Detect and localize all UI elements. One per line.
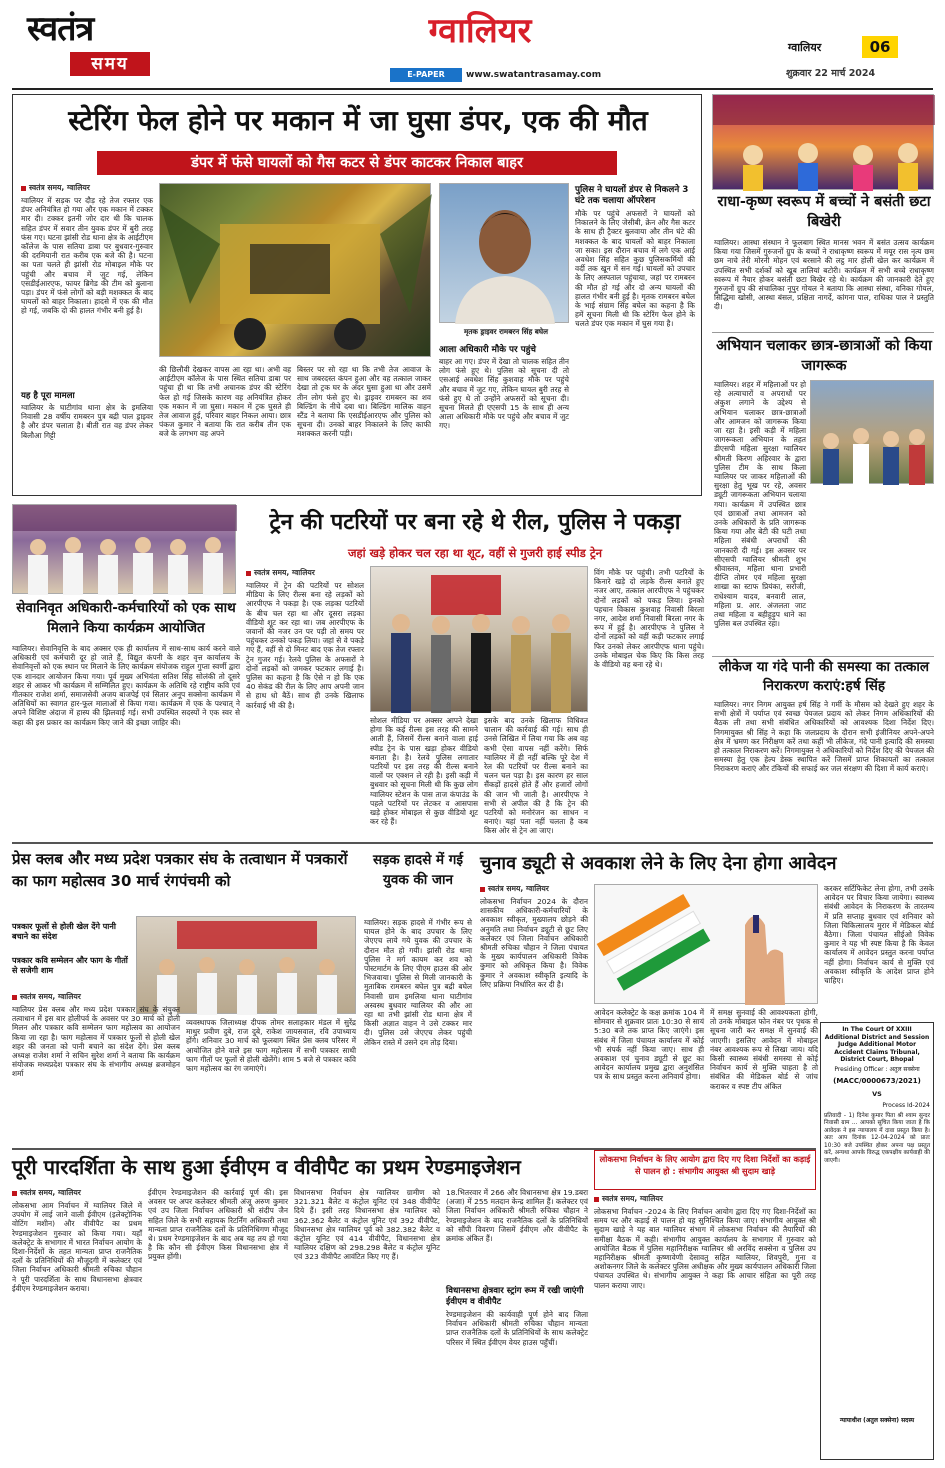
notice-case: (MACC/0000673/2021) xyxy=(833,1076,921,1085)
press-kicker-1: पत्रकार फूलों से होली खेल देंगे पानी बचाने का संदेश xyxy=(12,922,116,941)
abhiyan-body-narrow: ग्वालियर। शहर में महिलाओं पर हो रहे अत्याचारों व अपराधों पर अंकुश लगाने के उद्देश्य से अभियान चलाकर छात्र-छात्राओं और आमजन को जागरूक किया जा रहा है। इसी कड़ी में महिला जागरूकता अभियान के तहत डीएसपी महिला सुरक्षा ग्वालियर श्रीमती किरण अहिरवार के द्वारा पुलिस टीम के साथ किला ग्वालियर पर जाकर महिलाओं की सुरक्षा हेतु भूख पर रहे, अवसर ड्यूटी जागरूकता अभियान चलाया गया। कार्यक्रम में उपस्थित छात्र एवं छात्राओं तथा आमजन को उनके अधिकारों के प्रति जागरूक किया गया और बेटी की घटी तथा महिला संबंधी अपराधों की जानकारी दी गई। इस अवसर पर सीएसपी ग्वालियर श्रीमती शुभ श्रीवास्तव, महिला थाना प्रभारी दीप्ति तोमर एवं महिला सुरक्षा शाखा का स्टाफ प्रियंका, सरोजी, राधेश्याम यादव, बनवारी लाल, महिला प्र. आर. अंजलता जाट तथा महिला व बहीहुड़ुप थाने का पुलिस बल उपस्थित रहा। xyxy=(714,380,806,629)
accident-headline: सड़क हादसे में गई युवक की जान xyxy=(372,852,464,888)
press-body-col2: व्यवस्थापक जिलाध्यक्ष दीपक तोमर सलाहकार मंडल में सुरेंद्र माथुर प्रवीण दुबे, राज दुबे, राकेश जायसवाल, रवि उपाध्याय होंगे। शनिवार 30 मार्च को फूलबाग स्थित प्रेस क्लब परिसर में आयोजित होने वाले इस फाग महोत्सव में सभी पत्रकार साथी फाग गीतों पर फूलों से होली खेलेंगे। शाम 5 बजे से पत्रकार कवि फाग महोत्सव का रंग जमाएंगे। xyxy=(186,1018,356,1074)
evm-byline: स्वतंत्र समय, ग्वालियर xyxy=(12,1188,142,1198)
evm-body-col2: ईवीएम रेण्डमाइजेशन की कार्रवाई पूर्ण की। इस अवसर पर अपर कलेक्टर श्रीमती अंजू अरुण कुमार एवं उप जिला निर्वाचन अधिकारी श्री संदीप जैन सहित जिले के सभी सहायक रिटर्निंग अधिकारी तथा मान्यता प्राप्त राजनैतिक दलों के प्रतिनिधिगण मौजूद थे। प्रथम रेण्डमाइजेशन के बाद अब यह तय हो गया है कि कौन सी ईवीएम किस विधानसभा क्षेत्र में प्रयुक्त होंगी। xyxy=(148,1188,288,1262)
train-byline: स्वतंत्र समय, ग्वालियर xyxy=(246,568,364,578)
evm-col4-subhead: विधानसभा क्षेत्रवार स्ट्रांग रूम में रखी जाएंगी ईवीएम व वीवीपैट xyxy=(446,1286,584,1307)
notice-sign: न्यायाधीश (अतुल सक्सेना) सदस्य xyxy=(839,1416,915,1424)
train-body-col1: ग्वालियर में ट्रेन की पटरियों पर सोशल मीडिया के लिए रील्स बना रहे लड़कों को आरपीएफ ने पकड़ा है। एक लड़का पटरियों के बीच चल रहा था और दूसरा लड़का वीडियो शूट कर रहा था। जब आरपीएफ के जवानों की नजर उन पर पड़ी तो समय पर पहुंचकर उनको पकड़ लिया। जहां से वे पकड़े गए हैं, वहीं से दो मिनट बाद एक तेज रफ्तार ट्रेन गुजर गई। रेलवे पुलिस के अफसरों ने दोनों लड़कों को जमकर फटकार लगाई है। पुलिस का कहना है कि ऐसे न हो कि एक 40 सेकंड की रील के लिए आप अपनी जान से हाथ धो बैठें। साथ ही उनके खिलाफ कार्रवाई भी की है। xyxy=(246,581,364,710)
page-city: ग्वालियर xyxy=(788,41,822,54)
evm-body-col4b: रेण्डमाइजेशन की कार्यवाही पूर्ण होने बाद जिला निर्वाचन अधिकारी श्रीमती रुचिका चौहान मान्यता प्राप्त राजनैतिक दलों के प्रतिनिधियों के साथ कलेक्ट्रेट परिसर में स्थित ईवीएम वेयर हाउस पहुँचीं। xyxy=(446,1310,588,1347)
train-body-col3: इसके बाद उनके खिलाफ विधिवत चालान की कार्रवाई की गई। साथ ही उनसे लिखित में लिया गया कि अब वह कभी ऐसा वापस नहीं करेंगे। सिर्फ ग्वालियर में ही नहीं बल्कि पूरे देश में रेल की पटरियों पर रील्स बनाने का चलन चल पड़ा है। इस कारण हर साल सैंकड़ों हादसे होते हैं और हजारों लोगों की जान भी जाती है। आरपीएफ ने सभी से अपील की है कि ट्रेन की पटरियों को मनोरंजन का साधन न बनाएं। यहां पता नहीं चलता है कब किस ओर से ट्रेन आ जाए। xyxy=(484,716,588,836)
train-body-col2: सोशल मीडिया पर अक्सर आपने देखा होगा कि कई रील्स इस तरह की सामने आती हैं, जिसमें रील्स बनाने वाला हाई स्पीड ट्रेन के पास खड़ा होकर वीडियो बनाता है। है। रेलवे पुलिस लगातार पटरियों पर इस तरह की रील्स बनाने वालों पर एक्शन ले रही है। इसी कड़ी में बुधवार को सूचना मिली थी कि कुछ लोग ग्वालियर स्टेशन के पास ताज कंपाउंड के पहले पटरियों पर लेटकर व आसपास खड़े होकर मोबाइल से कुछ वीडियो शूट कर रहे हैं। xyxy=(370,716,478,827)
students-crowd-icon xyxy=(811,381,935,485)
stage-dancers-icon xyxy=(713,95,935,191)
abhiyan-photo xyxy=(810,380,934,484)
lead-body-col1b: ग्वालियर के घाटीगांव थाना क्षेत्र के इमलिया निवासी 28 वर्षीय रामबरन पुत्र बद्री पाल ड्राइवर है और डंपर चलाता है। बीती रात वह डंपर लेकर बिलौआ गिट्टी xyxy=(21,403,153,440)
lead-subhead: डंपर में फंसे घायलों को गैस कटर से डंपर काटकर निकाल बाहर xyxy=(97,151,617,175)
press-body-col1: ग्वालियर प्रेस क्लब और मध्य प्रदेश पत्रकार संघ के संयुक्त तत्वाधान में इस बार होलीपर्व के अवसर पर 30 मार्च को होली मिलन और पत्रकार कवि सम्मेलन फाग महोत्सव का आयोजन किया जा रहा है। फाग महोत्सव में पत्रकार फूलों से होली खेल शहर की जनता को पानी बचाने का संदेश देंगे। प्रेस क्लब अध्यक्ष राजेश शर्मा ने सचिन सुरेश शर्मा ने बताया कि कार्यक्रम संयोजक मध्यप्रदेश पत्रकार संघ के संभागीय अध्यक्ष ब्रजमोहन शर्मा xyxy=(12,1005,180,1079)
lead-col4-subhead: आला अधिकारी मौके पर पहुंचे xyxy=(439,345,536,355)
evm-body-col3: विधानसभा निर्वाचन क्षेत्र ग्वालियर ग्रामीण को 321.321 बैलेट व कंट्रोल यूनिट एवं 348 वीवीपैट दिये हैं। इसी तरह विधानसभा क्षेत्र ग्वालियर को 362.362 बैलेट व कंट्रोल यूनिट एवं 392 वीवीपैट, विधानसभा क्षेत्र ग्वालियर पूर्व को 382.382 बैलेट व कंट्रोल यूनिट एवं 414 वीवीपैट, विधानसभा क्षेत्र ग्वालियर दक्षिण को 298.298 बैलेट व कंट्रोल यूनिट एवं 323 वीवीपैट आवंटित किए गए हैं। xyxy=(294,1188,440,1262)
election-headline: चुनाव ड्यूटी से अवकाश लेने के लिए देना होगा आवेदन xyxy=(480,853,837,874)
indelible-ink-finger-icon xyxy=(595,885,819,1005)
lead-byline: स्वतंत्र समय, ग्वालियर xyxy=(21,183,153,193)
train-subhead: जहां खड़े होकर चल रहा था शूट, वहीं से गुजरी हाई स्पीड ट्रेन xyxy=(347,546,603,560)
election-body-col1: लोकसभा निर्वाचन 2024 के दौरान शासकीय अधिकारी-कर्मचारियों के अवकाश स्वीकृत, मुख्यालय छोड़ने की अनुमति तथा निर्वाचन ड्यूटी से छूट लिए कलेक्टर एवं जिला निर्वाचन अधिकारी श्रीमती रुचिका चौहान ने जिला पंचायत के मुख्य कार्यपालन अधिकारी विवेक कुमार को अधिकृत किया है। विवेक कुमार ने अवकाश स्वीकृति इत्यादि के लिए प्रक्रिया निर्धारित कर दी है। xyxy=(480,897,588,989)
edition-city: ग्वालियर xyxy=(428,11,532,51)
train-headline: ट्रेन की पटरियों पर बना रहे थे रील, पुलिस ने पकड़ा xyxy=(269,510,681,535)
sudam-byline: स्वतंत्र समय, ग्वालियर xyxy=(594,1194,816,1204)
lead-sidebar-body: मौके पर पहुंचे अफसरों ने घायलों को निकालने के लिए जेसीबी, क्रेन और गैस कटर के साथ ही ट्रैक्टर बुलवाया और तीन घंटे की मशक्कत के बाद घायलों को बाहर निकाला जा सका। इस दौरान बचाव में लगे एक आई अवधेश सिंह सहित कुछ पुलिसकर्मियों की वर्दी तक खून में सन गई। घायलों को उपचार के लिए अस्पताल पहुंचाया, जहां पर रामबरन की मौत हो गई और दो अन्य घायलों की हालत गंभीर बनी हुई है। मृतक रामबरन बघेल के भाई संग्राम सिंह बघेल का कहना है कि हमें सूचना मिली थी कि स्टेरिंग फेल होने के चलते डंपर एक मकान में घुस गया है। xyxy=(575,209,695,329)
radha-headline: राधा-कृष्ण स्वरूप में बच्चों ने बसंती छटा बिखेरी xyxy=(717,194,931,230)
notice-process: Process Id-2024 xyxy=(882,1101,930,1109)
radha-krishna-photo xyxy=(712,94,934,190)
lead-story xyxy=(12,94,702,496)
sudam-headline-band xyxy=(594,1150,816,1190)
lokesh-body: ग्वालियर। नगर निगम आयुक्त हर्ष सिंह ने गर्मी के मौसम को देखते हुए शहर के सभी क्षेत्रों में पर्याप्त एवं स्वच्छ पेयजल प्रदाय को लेकर निगम अधिकारियों की बैठक ली तथा सभी संबंधित अधिकारियों को आवश्यक दिशा निर्देश दिए। निगमायुक्त श्री सिंह ने कहा कि जलप्रदाय के दौरान सभी इंजीनियर अपने-अपने क्षेत्र में भ्रमण कर निरीक्षण करें तथा कहीं भी लीकेज, गंदे पानी इत्यादि की समस्या हो तत्काल निराकरण करें। निगमायुक्त ने अधिकारियों को निर्देश दिए की पेयजल की समस्या हेतु एक हेल्प डेस्क स्थापित करें जिसमें प्राप्त शिकायतों का तत्काल निराकरण कराएं और टंकियों की सफाई कर जल संरक्षण की दिशा में कार्य कराएं। xyxy=(714,700,934,774)
evm-body-col1: लोकसभा आम निर्वाचन में ग्वालियर जिले में उपयोग में लाई जाने वाली ईवीएम (इलेक्ट्रोनिक वोटिंग मशीन) और वीवीपैट का प्रथम रेण्डमाइजेशन गुरुवार को किया गया। यहाँ कलेक्ट्रेट के सभागार में भारत निर्वाचन आयोग के दिशा-निर्देशों के तहत मान्यता प्राप्त राजनैतिक दलों के प्रतिनिधियों की मौजूदगी में कलेक्टर एवं जिला निर्वाचन अधिकारी श्रीमती रुचिका चौहान ने पूरी पारदर्शिता के साथ विधानसभा क्षेत्रवार ईवीएम रेण्डमाइजेशन कराया। xyxy=(12,1201,142,1293)
group-people-icon xyxy=(13,505,237,595)
epaper-badge: E-PAPER xyxy=(390,68,462,82)
press-headline: प्रेस क्लब और मध्य प्रदेश पत्रकार संघ के तत्वाधान में पत्रकारों का फाग महोत्सव 30 मार्च रंगपंचमी को xyxy=(12,850,348,890)
seva-headline: सेवानिवृत अधिकारी-कर्मचारियों को एक साथ मिलाने किया कार्यक्रम आयोजित xyxy=(16,600,236,636)
evm-headline: पूरी पारदर्शिता के साथ हुआ ईवीएम व वीवीपैट का प्रथम रेण्डमाइजेशन xyxy=(12,1155,521,1179)
lead-sidebar-head: पुलिस ने घायलों डंपर से निकलने 3 घंटे तक चलाया ऑपरेशन xyxy=(575,185,689,206)
dumper-illustration-icon xyxy=(160,184,432,358)
lead-body-col4: बाहर आ गए। डंपर में देखा तो चालक सहित तीन लोग फंसे हुए थे। पुलिस को सूचना दी तो एसआई अवधेश सिंह कुशवाह मौके पर पहुंचे और बचाव में जुट गए, लेकिन घायल बुरी तरह से फंसे हुए थे तो उन्होंने अफसरों को सूचना दी। सूचना मिलते ही एएसपी 15 के साथ ही अन्य आला अधिकारी मौके पर पहुंचे और बचाव में जुट गए। xyxy=(439,357,569,431)
page-number: 06 xyxy=(862,36,898,58)
lead-col1-subhead: यह है पूरा मामला xyxy=(21,391,75,401)
police-group-icon xyxy=(371,567,589,713)
retirement-event-photo xyxy=(12,504,236,594)
election-body-col2: आवेदन कलेक्ट्रेट के कक्ष क्रमांक 104 में सोमवार से शुक्रवार प्रातः 10:30 से सायं 5:30 बजे तक प्राप्त किए जाएंगे। इस संबंध में जिला पंचायत कार्यालय में कोई भी संपर्क नहीं किया जाए। साथ ही अवकाश एवं चुनाव ड्यूटी से छूट का आवेदन कार्यालय प्रमुख द्वारा अनुशंसित पत्र के साथ प्रस्तुत करना अनिवार्य होगा। xyxy=(594,1008,704,1082)
court-notice xyxy=(820,1022,934,1460)
victim-portrait-photo xyxy=(439,183,569,323)
election-body-col4: करकर सर्टिफिकेट लेना होगा, तभी उसके आवेदन पर विचार किया जायेगा। स्वास्थ्य संबंधी आवेदन के निराकरण के तारतम्य में प्रति सप्ताह बुधवार एवं शनिवार को जिला चिकित्सालय मुरार में मेडिकल बोर्ड बैठेगा। जिला पंचायत सीईओ विवेक कुमार ने यह भी स्पष्ट किया है कि केवल कार्यालय में आवेदन प्रस्तुत करना पर्याप्त नहीं होगा। निर्वाचन कार्य से मुक्ति एवं अवकाश स्वीकृति के आदेश प्राप्त होने चाहिए। xyxy=(824,884,934,986)
election-byline: स्वतंत्र समय, ग्वालियर xyxy=(480,884,588,894)
lead-body-col1: ग्वालियर में सड़क पर दौड़ रहे तेज रफ्तार एक डंपर अनियंत्रित हो गया और एक मकान में टक्कर मार दी। टक्कर इतनी जोर दार थी कि चालक सहित डंपर में सवार तीन युवक डंपर में बुरी तरह फंस गए। घटना झांसी रोड थाना क्षेत्र के आईटीएम कॉलेज के पास सतिया डाबा पर बुधवार-गुरुवार की दरमियानी रात करीब एक बजे की है। घटना का पता चलते ही झांसी रोड मोबाइल मौके पर पहुंची और बचाव में जुट गई, लेकिन एसडीईआरएफ, फायर ब्रिगेड की टीम को बुलाना पड़ा। डंपर में फंसे लोगों को बड़ी मशक्कत के बाद घायलों को बाहर निकाला। हादसे में एक की मौत हो गई, जबकि दो की हालत गंभीर बनी हुई है। xyxy=(21,196,153,316)
person-silhouette-icon xyxy=(440,184,570,324)
newspaper-logo: स्वतंत्र xyxy=(27,9,94,49)
train-body-col4: विंग मौके पर पहुंची। तभी पटरियों के किनारे खड़े दो लड़के रील्स बनाते हुए नजर आए, तत्काल आरपीएफ ने पहुंचकर दोनों लड़कों को पकड़ लिया। इनको पहचान विकास कुशवाह निवासी बिरला नगर, आदेश शर्मा निवासी बिरला नगर के रूप में हुई है। आरपीएफ ने पुलिस ने दोनों लड़कों को वहीं कड़ी फटकार लगाई फिर उनको लेकर आरपीएफ थाना पहुंचे। उनके मोबाइल चेक किए कि किस तरह के वीडियो वह बना रहे थे। xyxy=(594,568,704,670)
abhiyan-headline: अभियान चलाकर छात्र-छात्राओं को किया जागरूक xyxy=(716,338,932,374)
website-link[interactable]: www.swatantrasamay.com xyxy=(466,70,602,80)
notice-vs: VS xyxy=(872,1089,882,1098)
press-kicker-2: पत्रकार कवि सम्मेलन और फाग के गीतों से सजेगी शाम xyxy=(12,956,128,975)
election-commission-graphic xyxy=(594,884,818,1004)
victim-photo-caption: मृतक ड्राइवर रामबरन सिंह बघेल xyxy=(464,327,548,336)
notice-presiding: Presiding Officer : अतुल सक्सेना xyxy=(834,1065,920,1073)
press-byline: स्वतंत्र समय, ग्वालियर xyxy=(12,992,180,1002)
notice-body: प्रतिवादी - 1) दिनेश कुमार पिता श्री श्याम सुन्दर निवासी ग्राम ... आपको सूचित किया जाता है कि आवेदक ने इस न्यायालय में दावा प्रस्तुत किया है। अतः आप दिनांक 12-04-2024 को प्रातः 10:30 बजे उपस्थित होकर अपना पक्ष प्रस्तुत करें, अन्यथा आपके विरुद्ध एकपक्षीय कार्यवाही की जाएगी। xyxy=(824,1112,930,1165)
seva-body: ग्वालियर। सेवानिवृत्ति के बाद अक्सर एक ही कार्यालय में साथ-साथ कार्य करने वाले अधिकारी एवं कर्मचारी दूर हो जाते हैं, विद्युत कंपनी के शहर वृत्त कार्यालय के सेवानिवृत्तों को एक स्थान पर मिलाने के लिए कार्यक्रम संयोजक राहुल गुप्ता स्वर्णी द्वारा एक शानदार आयोजन किया गया। पूर्व मुख्य अभियंता सतिश सिंह सोलंकी तो दूसरे शहर से आकर भी कार्यक्रम में सम्मिलित हुए। कार्यक्रम के अतिथि रहे राष्ट्रीय कवि एवं गीतकार राजेश शर्मा, समाजसेवी अजय बाजपेई एवं सितार अनूप सक्सेना कार्यक्रम में अतिथियों का स्वागत हार-फूल मालाओं से किया गया। कार्यक्रम में एक के पश्चात् ने अपने विशिष्ट अंदाज में हास्य की झिलवाई गई। सभी उपस्थित सदस्यों ने एक स्वर से कहा की इस प्रकार का कार्यक्रम किए जाने की इच्छा जाहिर की। xyxy=(12,644,240,727)
lokesh-headline: लीकेज या गंदे पानी की समस्या का तत्काल निराकरण कराएं:हर्ष सिंह xyxy=(718,659,930,694)
lead-body-col2: की छिलौवी देखकर वापस आ रहा था। अभी वह आईटीएम कॉलेज के पास स्थित सतिया डाबा पर पहुंचा ही था कि तभी अचानक डंपर की स्टेरिंग फेल हो गई जिसके कारण वह अनियंत्रित होकर एक मकान में जा घुसा। मकान में ट्रक घुसते ही तेज आवाज हुई, परिवार बाहर निकल आया। छात्र पंकज कुमार ने बताया कि रात करीब तीन एक बजे के लगभग वह अपने xyxy=(159,365,291,439)
accident-body: ग्वालियर। सड़क हादसे में गंभीर रूप से घायल होने के बाद उपचार के लिए जेएएच लाये गये युवक की उपचार के दौरान मौत हो गयी। झांसी रोड थाना पुलिस ने मर्ग कायम कर शव को पोस्टमार्टम के लिए पीएम हाउस की ओर भिजवाया। पुलिस से मिली जानकारी के मुताबिक रामबरन बघेल पुत्र बद्री बघेल निवासी ग्राम इमलिया थाना घाटीगांव अस्वस्थ बुधवार ग्वालियर की और आ रहा था तभी झांसी रोड थाना क्षेत्र में किसी अज्ञात वाहन ने उसे टक्कर मार दी। पुलिस उसे जेएएच लेकर पहुंची लेकिन रास्ते में उसने दम तोड़ दिया। xyxy=(364,918,472,1047)
dumper-crash-photo xyxy=(159,183,431,357)
radha-body: ग्वालियर। आस्था संस्थान ने फूलबाग स्थित मानस भवन में बसंत उत्सव कार्यक्रम किया गया जिसमें गुरुजनों ग्रुप के बच्चों ने राधाकृष्ण स्वरूप में मयूर रास नृत्य छम छम नाचे तेरी मोरनी मोहन एवं बरसाने की लट्ठ मार होली खेल कर कार्यक्रम में उपस्थित सभी दर्शकों को खूब तालियां बटोरी। कार्यक्रम में सभी बच्चे राधाकृष्ण स्वरूप में नैयार होकर बसंती छटा बिखेर रहे थे। कार्यक्रम की जानकारी देते हुए गुरुजनों ग्रुप की संचालिका नूपुर गोयल ने बताया कि आस्था संस्था, वनिका गोयल, सिद्धिमा खोसी, आस्था बंसल, प्रक्षिता नागर्दे, कांगना पाल, राधिका पाल ने प्रस्तुति दी। xyxy=(714,238,934,312)
sudam-headline: लोकसभा निर्वाचन के लिए आयोग द्वारा दिए गए दिशा निर्देशों का कड़ाई से पालन हो : संभागीय आयुक्त श्री सुदाम खाड़े xyxy=(599,1154,811,1176)
notice-court: In The Court Of XXIII Additional District and Session Judge Additional Motor Accident Claims Tribunal, District Court, Bhopal xyxy=(824,1026,930,1063)
evm-body-col4: 18.भितरवार में 266 और विधानसभा क्षेत्र 19.डबरा (अजा) में 255 मतदान केन्द्र शामिल हैं। कलेक्टर एवं जिला निर्वाचन अधिकारी श्रीमती रुचिका चौहान ने रेण्डमाइजेशन के बाद राजनैतिक दलों के प्रतिनिधियों को सौंपी विवरण जिसमें ईवीएम और वीवीपैट के क्रमांक अंकित हैं। xyxy=(446,1188,588,1244)
election-body-col3: में समक्ष सुनवाई की आवश्यकता होगी, तो उनके मोबाइल फोन नंबर पर पृथक से सूचना जारी कर समक्ष में सुनवाई की जाएगी। इसलिए आवेदन में मोबाइल नंबर आवश्यक रूप से लिखा जाय। यदि किसी स्वास्थ्य संबंधी समस्या से कोई निर्वाचन कार्य से मुक्ति चाहता है तो संबंधित की मेडिकल बोर्ड से जांच कराकर व स्पष्ट टीप अंकित xyxy=(710,1008,818,1091)
page-date: शुक्रवार 22 मार्च 2024 xyxy=(786,68,876,79)
lead-body-col3: बिस्तर पर सो रहा था कि तभी तेज आवाज के साथ जबरदस्त कंपन हुआ और वह तत्काल जाकर देखा तो ट्रक घर के अंदर घुसा हुआ था और उसमें तीन लोग फंसे हुए थे। ड्राइवर रामबरन का शव बिल्डिंग के नीचे दबा था। बिल्डिंग मालिक वाहन स्टैंड ने बताया कि एसडीईआरएफ और पुलिस को सूचना दी। उनको बाहर निकालने के लिए काफी मशक्कत करनी पड़ी। xyxy=(297,365,431,439)
railway-police-photo xyxy=(370,566,588,712)
lead-headline: स्टेरिंग फेल होने पर मकान में जा घुसा डंपर, एक की मौत xyxy=(68,104,648,137)
newspaper-logo-band: समय xyxy=(70,52,150,76)
sudam-body: लोकसभा निर्वाचन -2024 के लिए निर्वाचन आयोग द्वारा दिए गए दिशा-निर्देशों का समय पर और कड़ाई से पालन हो यह सुनिश्चित किया जाए। संभागीय आयुक्त श्री सुदाम खाड़े ने यह बात ग्वालियर संभाग में लोकसभा निर्वाचन की तैयारियों की समीक्षा बैठक में कही। संभागीय आयुक्त कार्यालय के सभागार में गुरुवार को आयोजित बैठक में पुलिस महानिरीक्षक ग्वालियर श्री अरविंद सक्सेना व पुलिस उप महानिरीक्षक श्रीमती कृष्णावेणी देसावतु सहित ग्वालियर, शिवपुरी, गुना व अशोकनगर जिले के कलेक्टर पुलिस अधीक्षक और मुख्य कार्यपालन अधिकारी जिला पंचायत उपस्थित थे। संभागीय आयुक्त ने कहा कि आचार संहिता का पूरी तरह पालन कराया जाए। xyxy=(594,1207,816,1290)
